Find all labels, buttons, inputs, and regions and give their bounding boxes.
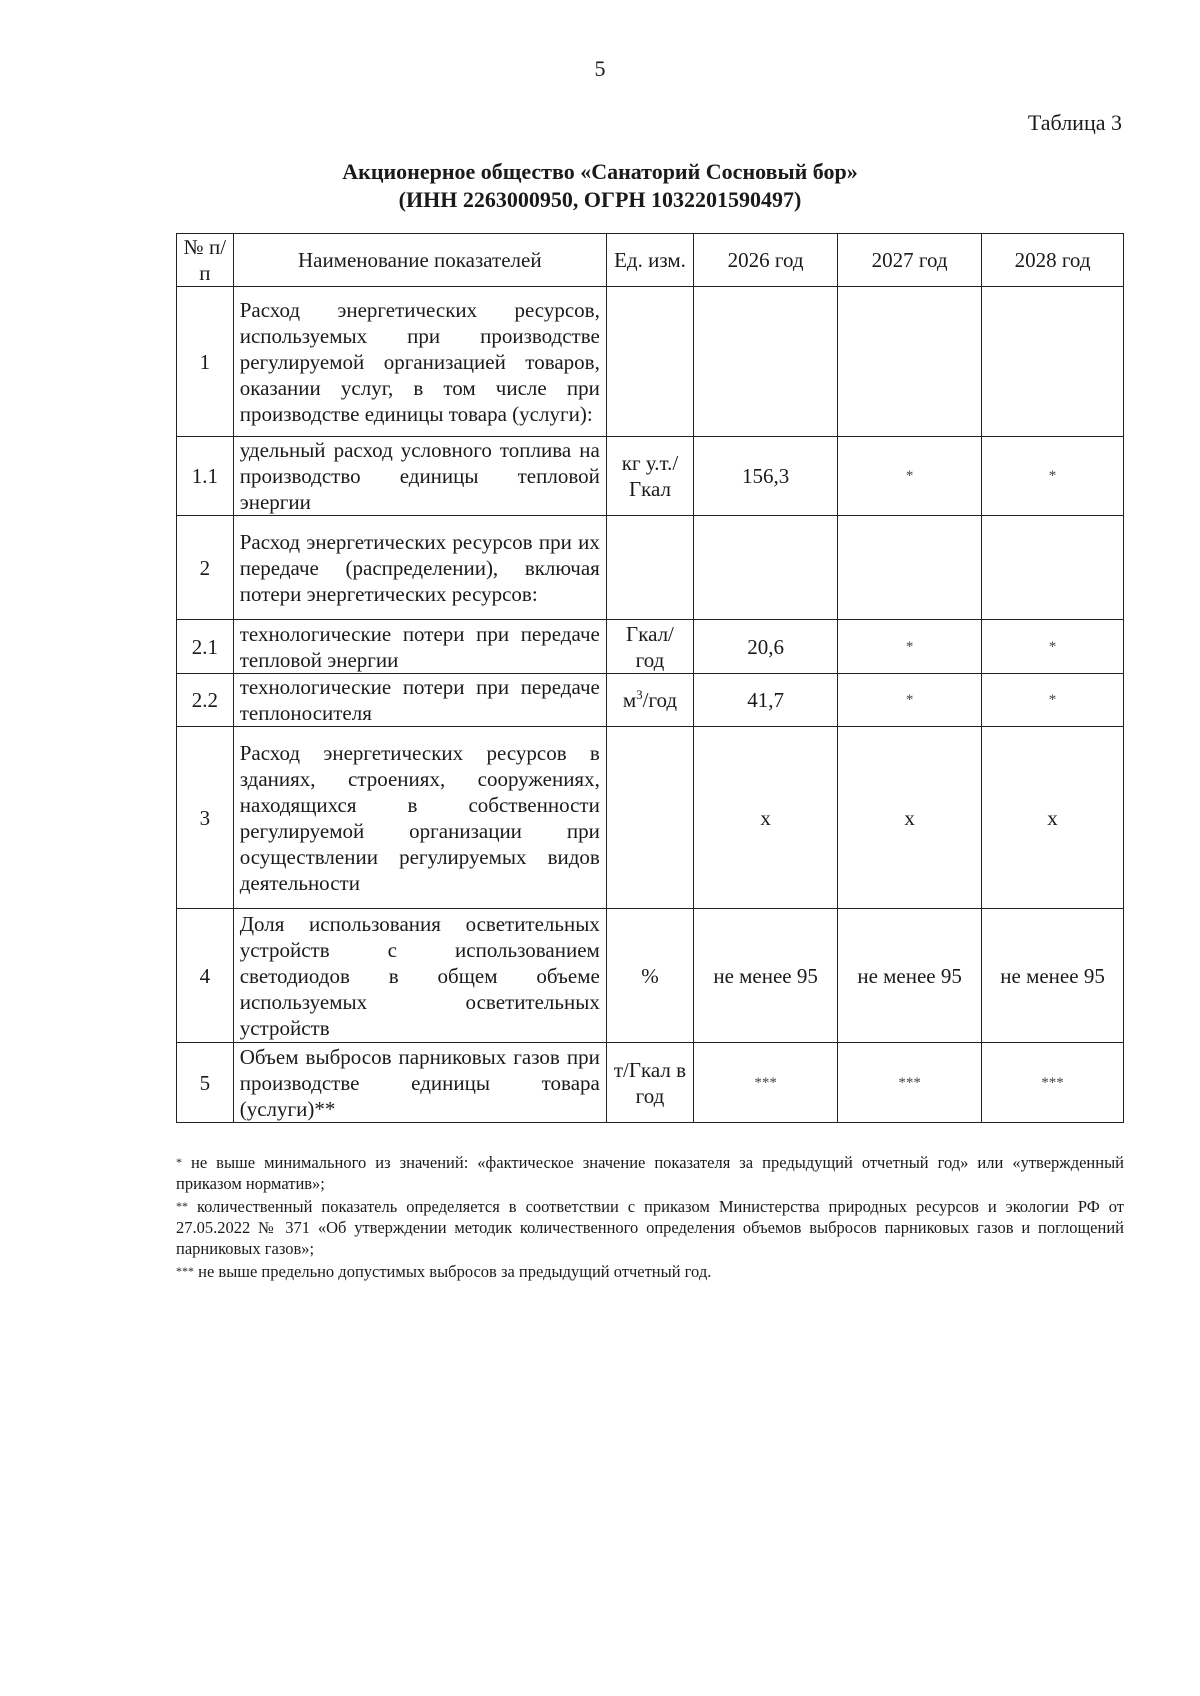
header-num: № п/п (177, 234, 234, 287)
table-row (177, 516, 1124, 620)
table-row (177, 727, 1124, 909)
row-2026: *** (694, 1043, 838, 1123)
row-name: удельный расход условного топлива на производство единицы тепловой энергии (233, 437, 606, 516)
footnote-mark: * (176, 1155, 182, 1169)
table-row (177, 674, 1124, 727)
row-2027: * (838, 674, 982, 727)
row-2028: * (982, 620, 1124, 674)
row-unit: % (606, 909, 693, 1043)
footnote (176, 1152, 1124, 1194)
row-unit (606, 674, 693, 727)
row-name: Объем выбросов парниковых газов при производстве единицы товара (услуги)** (233, 1043, 606, 1123)
row-2028 (982, 516, 1124, 620)
footnote-mark: ** (176, 1199, 188, 1213)
row-2026 (694, 287, 838, 437)
row-2028 (982, 287, 1124, 437)
row-2026 (694, 516, 838, 620)
row-2026: не менее 95 (694, 909, 838, 1043)
footnote-text: не выше минимального из значений: «фактическое значение показателя за предыдущий отчетный год» или «утвержденный приказом норматив»; (176, 1153, 1124, 1193)
row-num: 3 (177, 727, 234, 909)
row-unit (606, 727, 693, 909)
row-2026: 156,3 (694, 437, 838, 516)
row-num: 1 (177, 287, 234, 437)
row-2027: не менее 95 (838, 909, 982, 1043)
row-2028: * (982, 674, 1124, 727)
row-unit: Гкал/ год (606, 620, 693, 674)
row-name: Расход энергетических ресурсов, используемых при производстве регулируемой организацией товаров, оказании услуг, в том числе при производстве единицы товара (услуги): (233, 287, 606, 437)
unit-superscript: 3 (636, 687, 643, 702)
table-label: Таблица 3 (1027, 110, 1122, 135)
row-num: 2 (177, 516, 234, 620)
row-2028: * (982, 437, 1124, 516)
unit-base: м (622, 688, 637, 712)
document-heading (0, 158, 1200, 214)
footnote-text: не выше предельно допустимых выбросов за предыдущий отчетный год. (194, 1262, 712, 1281)
row-2027: * (838, 437, 982, 516)
header-unit: Ед. изм. (606, 234, 693, 287)
footnote-mark: *** (176, 1264, 194, 1278)
row-unit (606, 287, 693, 437)
row-num: 2.2 (177, 674, 234, 727)
footnote (176, 1261, 1124, 1282)
heading-organization: Акционерное общество «Санаторий Сосновый бор» (342, 159, 858, 184)
footnote (176, 1196, 1124, 1259)
footnotes (176, 1152, 1124, 1284)
table-row (177, 620, 1124, 674)
table-row (177, 287, 1124, 437)
row-unit: кг у.т./ Гкал (606, 437, 693, 516)
header-2028: 2028 год (982, 234, 1124, 287)
header-2027: 2027 год (838, 234, 982, 287)
row-name: Расход энергетических ресурсов при их передаче (распределении), включая потери энергетических ресурсов: (233, 516, 606, 620)
table-row (177, 1043, 1124, 1123)
row-2028: *** (982, 1043, 1124, 1123)
row-2027: * (838, 620, 982, 674)
row-2027 (838, 287, 982, 437)
row-num: 1.1 (177, 437, 234, 516)
row-2027: х (838, 727, 982, 909)
row-name: Расход энергетических ресурсов в зданиях, строениях, сооружениях, находящихся в собственности регулируемой организации при осуществлении регулируемых видов деятельности (233, 727, 606, 909)
row-num: 4 (177, 909, 234, 1043)
row-2026: 20,6 (694, 620, 838, 674)
row-name: Доля использования осветительных устройств с использованием светодиодов в общем объеме используемых осветительных устройств (233, 909, 606, 1043)
row-2028: х (982, 727, 1124, 909)
row-2026: х (694, 727, 838, 909)
page-number: 5 (594, 56, 606, 81)
heading-registration: (ИНН 2263000950, ОГРН 1032201590497) (398, 187, 802, 212)
table-row (177, 909, 1124, 1043)
header-2026: 2026 год (694, 234, 838, 287)
row-unit (606, 516, 693, 620)
row-name: технологические потери при передаче тепловой энергии (233, 620, 606, 674)
indicators-table (176, 233, 1124, 1123)
row-2026: 41,7 (694, 674, 838, 727)
row-unit: т/Гкал в год (606, 1043, 693, 1123)
row-num: 2.1 (177, 620, 234, 674)
row-2028: не менее 95 (982, 909, 1124, 1043)
header-name: Наименование показателей (233, 234, 606, 287)
unit-tail: /год (642, 688, 678, 712)
table-header-row (177, 234, 1124, 287)
row-2027 (838, 516, 982, 620)
row-name: технологические потери при передаче теплоносителя (233, 674, 606, 727)
row-2027: *** (838, 1043, 982, 1123)
row-num: 5 (177, 1043, 234, 1123)
footnote-text: количественный показатель определяется в соответствии с приказом Министерства природных ресурсов и экологии РФ от 27.05.2022 № 371 «Об утверждении методик количественного определения объемов выбросов парниковых газов и поглощений парниковых газов»; (176, 1197, 1124, 1258)
table-row (177, 437, 1124, 516)
